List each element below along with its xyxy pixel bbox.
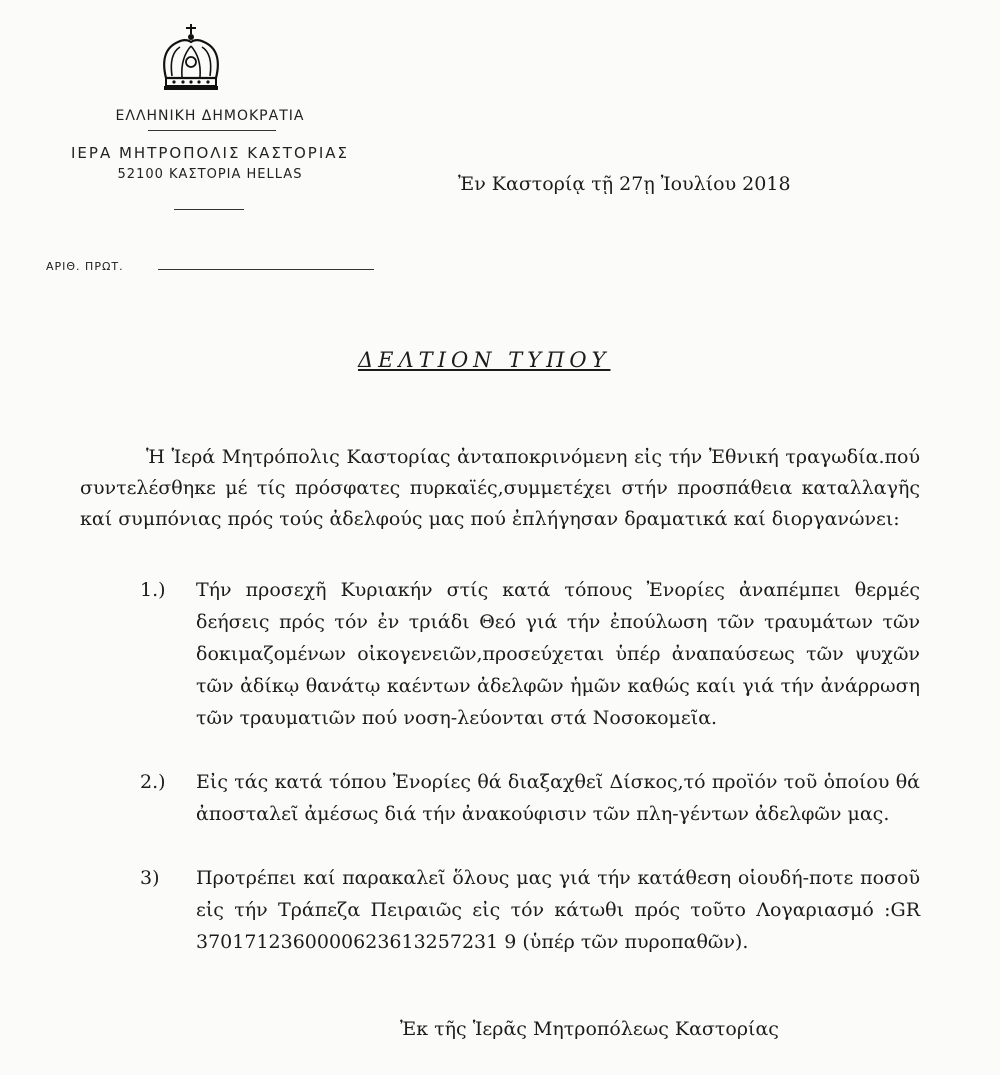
list-item-number: 3) [140,867,160,889]
letterhead-metropolis: ΙΕΡΑ ΜΗΤΡΟΠΟΛΙΣ ΚΑΣΤΟΡΙΑΣ [71,144,349,162]
letterhead-country: ΕΛΛΗΝΙΚΗ ΔΗΜΟΚΡΑΤΙΑ [115,108,305,124]
letterhead-address: 52100 ΚΑΣΤΟΡΙΑ HELLAS [117,167,303,182]
list-item-text: Προτρέπει καί παρακαλεῖ ὅλους μας γιά τήν κατάθεση οἱουδή-ποτε ποσοῦ εἰς τήν Τράπεζα Πειραιῶς εἰς τόν κάτωθι πρός τοῦτο Λογαριασμό :GR 3701712360000623613257231 9 (ὑπέρ τῶν πυροπαθῶν). [196,867,920,953]
list-item [140,766,920,830]
signature-line: Ἐκ τῆς Ἱερᾶς Μητροπόλεως Καστορίας [400,1018,779,1040]
protocol-number-label: ΑΡΙΘ. ΠΡΩΤ. [46,260,124,273]
protocol-number-line [158,269,374,270]
list-item-text: Τήν προσεχῆ Κυριακήν στίς κατά τόπους Ἐνορίες ἀναπέμπει θερμές δεήσεις πρός τόν ἐν τριάδι Θεό γιά τήν ἐπούλωση τῶν τραυμάτων τῶν δοκιμαζομένων οἰκογενειῶν,προσεύχεται ὑπέρ ἀναπαύσεως τῶν ψυχῶν τῶν ἀδίκῳ θανάτῳ καέντων ἀδελφῶν ἡμῶν καθώς καίι γιά τήν ἀνάρρωση τῶν τραυματιῶν πού νοση-λεύονται στά Νοσοκομεῖα. [196,579,920,729]
list-item-number: 2.) [140,771,166,793]
intro-text: Ἡ Ἱερά Μητρόπολις Καστορίας ἀνταποκρινόμενη εἰς τήν Ἐθνική τραγωδία.πού συντελέσθηκε μέ τίς πρόσφατες πυρκαϊές,συμμετέχει στήν προσπάθεια καταλλαγῆς καί συμπόνιας πρός τούς ἀδελφούς μας πού ἐπλήγησαν δραματικά καί διοργανώνει: [80,446,920,530]
list-item-number: 1.) [140,579,166,601]
list-item [140,862,920,958]
crown-emblem-icon [158,22,224,94]
letterhead-divider [148,130,276,131]
date-line: Ἐν Καστορίᾳ τῇ 27ῃ Ἰουλίου 2018 [458,173,791,195]
letterhead-ornament-divider [174,209,244,210]
list-item [140,574,920,734]
list-item-text: Εἰς τάς κατά τόπου Ἐνορίες θά διαξαχθεῖ Δίσκος,τό προϊόν τοῦ ὁποίου θά ἀποσταλεῖ ἀμέσως διά τήν ἀνακούφισιν τῶν πλη-γέντων ἀδελφῶν μας. [196,771,920,825]
intro-paragraph [80,442,920,535]
document-title: ΔΕΛΤΙΟΝ ΤΥΠΟΥ [358,348,611,372]
